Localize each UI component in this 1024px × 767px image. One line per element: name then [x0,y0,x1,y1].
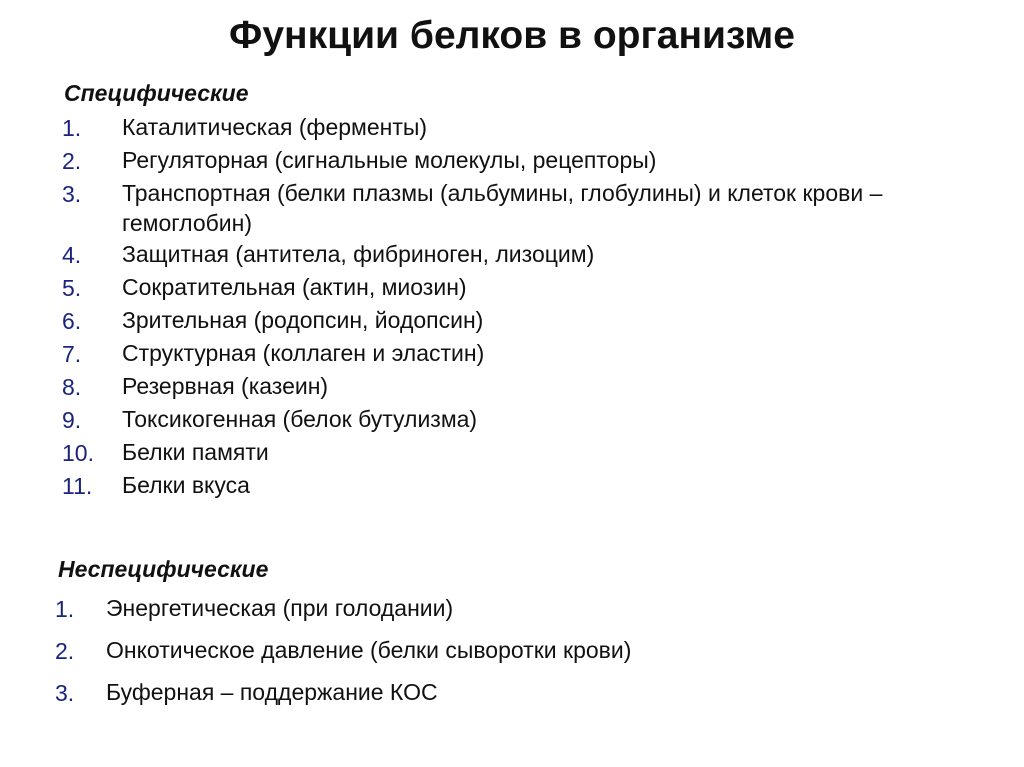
item-number: 6. [62,308,82,334]
section-heading-nonspecific: Неспецифические [58,556,269,582]
item-text: Буферная – поддержание КОС [106,679,438,705]
list-item [55,677,995,709]
item-text: Резервная (казеин) [122,373,329,399]
item-number: 9. [62,407,82,433]
item-number: 1. [62,115,82,141]
item-number: 3. [62,181,82,207]
list-item [62,305,1002,337]
list-item [62,112,1002,144]
list-item [62,338,1002,370]
item-text: Энергетическая (при голодании) [106,595,454,621]
item-text: Структурная (коллаген и эластин) [122,340,485,366]
item-number: 1. [55,596,75,622]
list-item [55,593,995,625]
list-item [62,470,1002,502]
item-number: 2. [55,638,75,664]
item-number: 8. [62,374,82,400]
list-item [62,371,1002,403]
specific-functions-list [62,112,1002,503]
item-number: 4. [62,242,82,268]
item-text: Онкотическое давление (белки сыворотки крови) [106,637,632,663]
item-number: 3. [55,680,75,706]
nonspecific-functions-list [55,593,995,719]
item-number: 5. [62,275,82,301]
item-number: 10. [62,440,94,466]
item-number: 2. [62,148,82,174]
item-text: Транспортная (белки плазмы (альбумины, глобулины) и клеток крови – гемоглобин) [122,180,883,236]
list-item [62,404,1002,436]
item-text: Белки памяти [122,439,269,465]
list-item [62,145,1002,177]
slide-title: Функции белков в организме [229,14,795,57]
item-text: Сократительная (актин, миозин) [122,274,467,300]
item-text: Белки вкуса [122,472,250,498]
item-text: Каталитическая (ферменты) [122,114,428,140]
item-text: Токсикогенная (белок бутулизма) [122,406,478,432]
item-text: Регуляторная (сигнальные молекулы, рецепторы) [122,147,657,173]
item-number: 11. [62,473,93,499]
section-heading-specific: Специфические [64,80,249,106]
item-text: Защитная (антитела, фибриноген, лизоцим) [122,241,595,267]
list-item [62,272,1002,304]
list-item [62,239,1002,271]
item-text: Зрительная (родопсин, йодопсин) [122,307,484,333]
item-number: 7. [62,341,82,367]
list-item [55,635,995,667]
list-item [62,178,1002,238]
list-item [62,437,1002,469]
